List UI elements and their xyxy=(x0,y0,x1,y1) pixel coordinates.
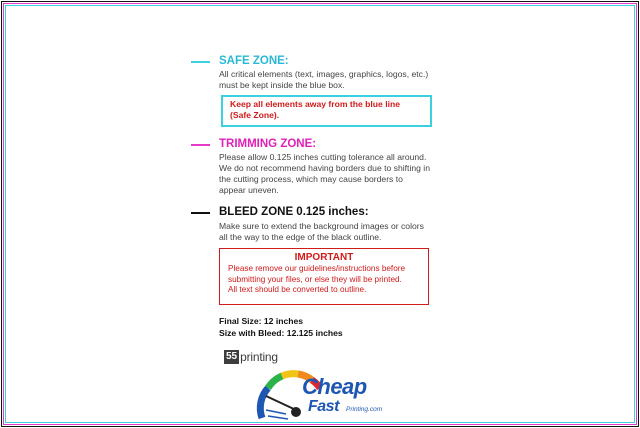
important-line: All text should be converted to outline. xyxy=(228,285,367,294)
cfp-cheap-text: Cheap xyxy=(302,374,367,399)
safe-zone-notice-line: Keep all elements away from the blue line xyxy=(230,99,401,109)
important-line: submitting your files, or else they will be printed. xyxy=(228,274,402,284)
safe-zone-description xyxy=(219,69,428,91)
cfp-domain-text: Printing.com xyxy=(346,406,383,413)
safe-zone-marker xyxy=(191,61,210,63)
trimming-zone-line: Please allow 0.125 inches cutting tolerance all around. xyxy=(219,152,427,162)
trimming-zone-description xyxy=(219,152,430,196)
important-notice-box xyxy=(219,248,429,305)
size-info xyxy=(219,315,343,339)
important-title: IMPORTANT xyxy=(294,252,354,263)
55printing-badge: 55 xyxy=(226,351,238,362)
trimming-zone-marker xyxy=(191,144,210,146)
safe-zone-line: must be kept inside the blue box. xyxy=(219,80,345,90)
important-line: Please remove our guidelines/instructions before xyxy=(228,264,406,273)
cheap-fast-printing-logo xyxy=(256,366,396,428)
size-with-bleed-label: Size with Bleed: 12.125 inches xyxy=(219,328,343,338)
trimming-zone-title: TRIMMING ZONE: xyxy=(219,138,317,150)
cfp-fast-text: Fast xyxy=(308,398,339,415)
safe-zone-title: SAFE ZONE: xyxy=(219,55,289,67)
55printing-logo xyxy=(224,349,278,365)
safe-zone-line: All critical elements (text, images, graphics, logos, etc.) xyxy=(219,69,429,79)
bleed-zone-description xyxy=(219,221,424,243)
bleed-zone-marker xyxy=(191,212,210,214)
trimming-zone-line: the cutting process, which may cause borders to xyxy=(219,174,403,184)
55printing-wordmark: printing xyxy=(240,350,278,364)
final-size-label: Final Size: 12 inches xyxy=(219,316,304,326)
trimming-zone-line: appear uneven. xyxy=(219,185,279,195)
safe-zone-notice-box xyxy=(221,95,432,127)
bleed-zone-title: BLEED ZONE 0.125 inches: xyxy=(219,206,369,218)
trimming-zone-line: We do not recommend having borders due to shifting in xyxy=(219,163,430,173)
bleed-zone-line: all the way to the edge of the black outline. xyxy=(219,232,382,242)
safe-zone-notice-line: (Safe Zone). xyxy=(230,110,280,120)
bleed-zone-line: Make sure to extend the background images or colors xyxy=(219,221,424,231)
